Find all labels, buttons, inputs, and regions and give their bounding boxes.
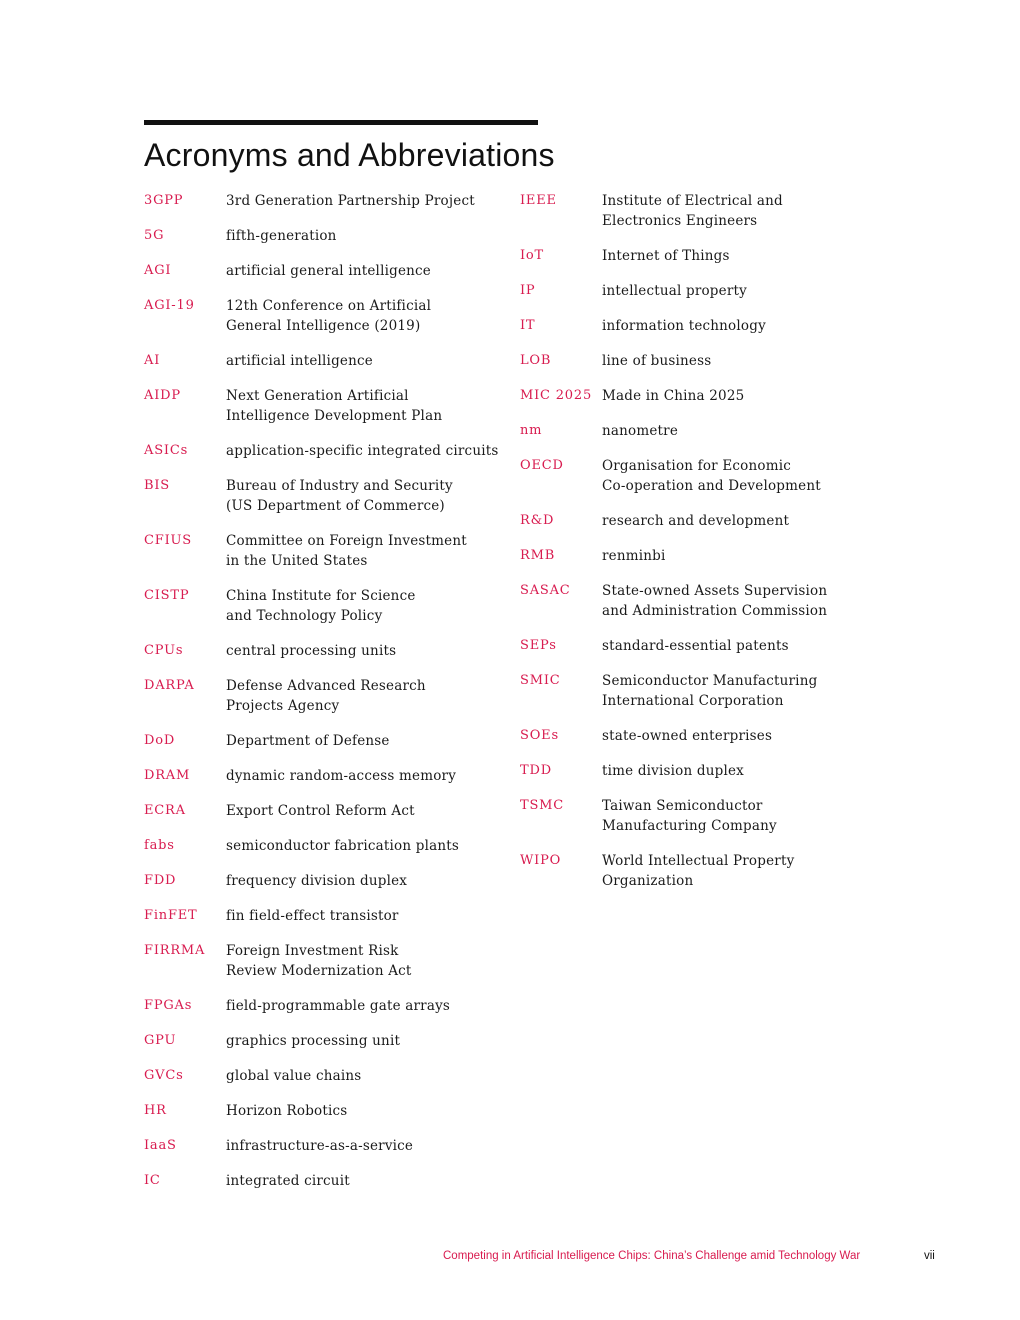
- acronym-entry: [520, 386, 850, 406]
- acronym-definition: fin field-effect transistor: [226, 908, 399, 924]
- acronym-definition: application-specific integrated circuits: [226, 443, 499, 459]
- acronym-definition: global value chains: [226, 1068, 362, 1084]
- acronym-definition: artificial general intelligence: [226, 263, 431, 279]
- acronym-entry: [520, 851, 850, 891]
- acronym-definition: nanometre: [602, 423, 679, 439]
- acronym-entry: [520, 281, 850, 301]
- acronym-term: ECRA: [144, 803, 186, 818]
- acronym-term: AGI: [144, 263, 172, 278]
- acronym-definition: Institute of Electrical and Electronics Engineers: [602, 193, 783, 229]
- acronym-term: WIPO: [520, 853, 562, 868]
- acronym-term: IP: [520, 283, 536, 298]
- acronym-entry: [520, 796, 850, 836]
- acronym-entry: [520, 581, 850, 621]
- acronym-definition: Horizon Robotics: [226, 1103, 348, 1119]
- acronym-definition: semiconductor fabrication plants: [226, 838, 459, 854]
- acronym-entry: [144, 1136, 514, 1156]
- acronym-term: DARPA: [144, 678, 195, 693]
- acronym-definition: information technology: [602, 318, 766, 334]
- acronym-entry: [520, 456, 850, 496]
- acronym-definition: fifth-generation: [226, 228, 337, 244]
- acronym-definition: Defense Advanced Research Projects Agency: [226, 678, 426, 714]
- acronym-definition: Committee on Foreign Investment in the United States: [226, 533, 467, 569]
- acronym-definition: Internet of Things: [602, 248, 730, 264]
- acronym-term: AI: [144, 353, 161, 368]
- acronym-term: LOB: [520, 353, 552, 368]
- acronym-entry: [144, 731, 514, 751]
- acronym-entry: [144, 996, 514, 1016]
- acronym-entry: [520, 421, 850, 441]
- acronym-entry: [520, 671, 850, 711]
- acronym-term: TSMC: [520, 798, 565, 813]
- acronym-definition: dynamic random-access memory: [226, 768, 457, 784]
- acronym-definition: field-programmable gate arrays: [226, 998, 451, 1014]
- heading-rule: [144, 120, 538, 125]
- acronym-term: ASICs: [144, 443, 189, 458]
- acronym-entry: [520, 636, 850, 656]
- acronym-definition: research and development: [602, 513, 790, 529]
- acronym-term: RMB: [520, 548, 556, 563]
- acronym-term: CPUs: [144, 643, 184, 658]
- acronym-definition: Next Generation Artificial Intelligence Development Plan: [226, 388, 443, 424]
- acronym-term: SASAC: [520, 583, 571, 598]
- acronym-definition: intellectual property: [602, 283, 747, 299]
- acronym-entry: [520, 246, 850, 266]
- acronym-entry: [144, 941, 514, 981]
- acronym-term: AIDP: [144, 388, 181, 403]
- acronym-entry: [144, 676, 514, 716]
- acronym-term: DRAM: [144, 768, 191, 783]
- acronym-entry: [144, 441, 514, 461]
- acronym-definition: infrastructure-as-a-service: [226, 1138, 414, 1154]
- acronym-definition: graphics processing unit: [226, 1033, 401, 1049]
- acronym-definition: China Institute for Science and Technology Policy: [226, 588, 416, 624]
- acronym-term: IEEE: [520, 193, 557, 208]
- acronym-entry: [144, 1101, 514, 1121]
- acronym-term: SEPs: [520, 638, 557, 653]
- acronym-definition: 3rd Generation Partnership Project: [226, 193, 475, 209]
- page-title: Acronyms and Abbreviations: [144, 137, 555, 173]
- acronym-entry: [144, 906, 514, 926]
- acronym-definition: artificial intelligence: [226, 353, 373, 369]
- acronym-entry: [144, 351, 514, 371]
- acronym-list-right: [520, 191, 850, 906]
- acronym-term: SMIC: [520, 673, 561, 688]
- acronym-entry: [144, 191, 514, 211]
- acronym-entry: [144, 641, 514, 661]
- acronym-definition: 12th Conference on Artificial General Intelligence (2019): [226, 298, 432, 334]
- acronym-definition: integrated circuit: [226, 1173, 350, 1189]
- acronym-definition: frequency division duplex: [226, 873, 408, 889]
- acronym-term: OECD: [520, 458, 564, 473]
- acronym-definition: World Intellectual Property Organization: [602, 853, 795, 889]
- acronym-definition: state-owned enterprises: [602, 728, 773, 744]
- acronym-term: FDD: [144, 873, 177, 888]
- acronym-definition: time division duplex: [602, 763, 744, 779]
- acronym-term: CFIUS: [144, 533, 192, 548]
- acronym-term: BIS: [144, 478, 170, 493]
- acronym-entry: [520, 351, 850, 371]
- acronym-term: GPU: [144, 1033, 177, 1048]
- acronym-entry: [144, 1066, 514, 1086]
- acronym-definition: Made in China 2025: [602, 388, 745, 404]
- acronym-entry: [520, 761, 850, 781]
- acronym-entry: [144, 766, 514, 786]
- acronym-term: CISTP: [144, 588, 190, 603]
- acronym-entry: [144, 386, 514, 426]
- acronym-definition: Foreign Investment Risk Review Modernization Act: [226, 943, 412, 979]
- acronym-term: FIRRMA: [144, 943, 206, 958]
- acronym-entry: [520, 191, 850, 231]
- acronym-definition: Export Control Reform Act: [226, 803, 415, 819]
- page-number: vii: [924, 1250, 935, 1262]
- acronym-entry: [520, 511, 850, 531]
- acronym-definition: Department of Defense: [226, 733, 390, 749]
- acronym-term: IC: [144, 1173, 161, 1188]
- acronym-entry: [144, 836, 514, 856]
- acronym-entry: [144, 1171, 514, 1191]
- acronym-entry: [520, 726, 850, 746]
- acronym-entry: [144, 476, 514, 516]
- acronym-entry: [520, 546, 850, 566]
- acronym-term: R&D: [520, 513, 555, 528]
- acronym-definition: State-owned Assets Supervision and Administration Commission: [602, 583, 828, 619]
- acronym-term: IT: [520, 318, 536, 333]
- acronym-term: 5G: [144, 228, 165, 243]
- acronym-term: HR: [144, 1103, 167, 1118]
- acronym-definition: Taiwan Semiconductor Manufacturing Company: [602, 798, 777, 834]
- acronym-term: IoT: [520, 248, 545, 263]
- acronym-definition: Semiconductor Manufacturing International Corporation: [602, 673, 818, 709]
- acronym-term: fabs: [144, 838, 175, 853]
- acronym-term: nm: [520, 423, 543, 438]
- acronym-definition: standard-essential patents: [602, 638, 789, 654]
- acronym-definition: Organisation for Economic Co-operation and Development: [602, 458, 821, 494]
- acronym-definition: renminbi: [602, 548, 666, 564]
- acronym-entry: [144, 801, 514, 821]
- acronym-term: SOEs: [520, 728, 559, 743]
- acronym-term: DoD: [144, 733, 176, 748]
- acronym-definition: Bureau of Industry and Security (US Department of Commerce): [226, 478, 453, 514]
- acronym-term: FinFET: [144, 908, 198, 923]
- acronym-term: GVCs: [144, 1068, 184, 1083]
- acronym-term: 3GPP: [144, 193, 184, 208]
- acronym-definition: line of business: [602, 353, 712, 369]
- acronym-entry: [144, 871, 514, 891]
- acronym-entry: [144, 226, 514, 246]
- acronym-term: AGI-19: [144, 298, 195, 313]
- acronym-entry: [144, 296, 514, 336]
- acronym-entry: [144, 1031, 514, 1051]
- acronym-entry: [144, 531, 514, 571]
- acronym-entry: [520, 316, 850, 336]
- footer-publication-title: Competing in Artificial Intelligence Chips: China’s Challenge amid Technology War: [443, 1250, 861, 1262]
- acronym-entry: [144, 261, 514, 281]
- acronym-term: MIC 2025: [520, 388, 593, 403]
- acronym-term: FPGAs: [144, 998, 193, 1013]
- acronym-definition: central processing units: [226, 643, 397, 659]
- acronym-entry: [144, 586, 514, 626]
- acronym-list-left: [144, 191, 514, 1206]
- acronym-term: IaaS: [144, 1138, 177, 1153]
- acronym-term: TDD: [520, 763, 552, 778]
